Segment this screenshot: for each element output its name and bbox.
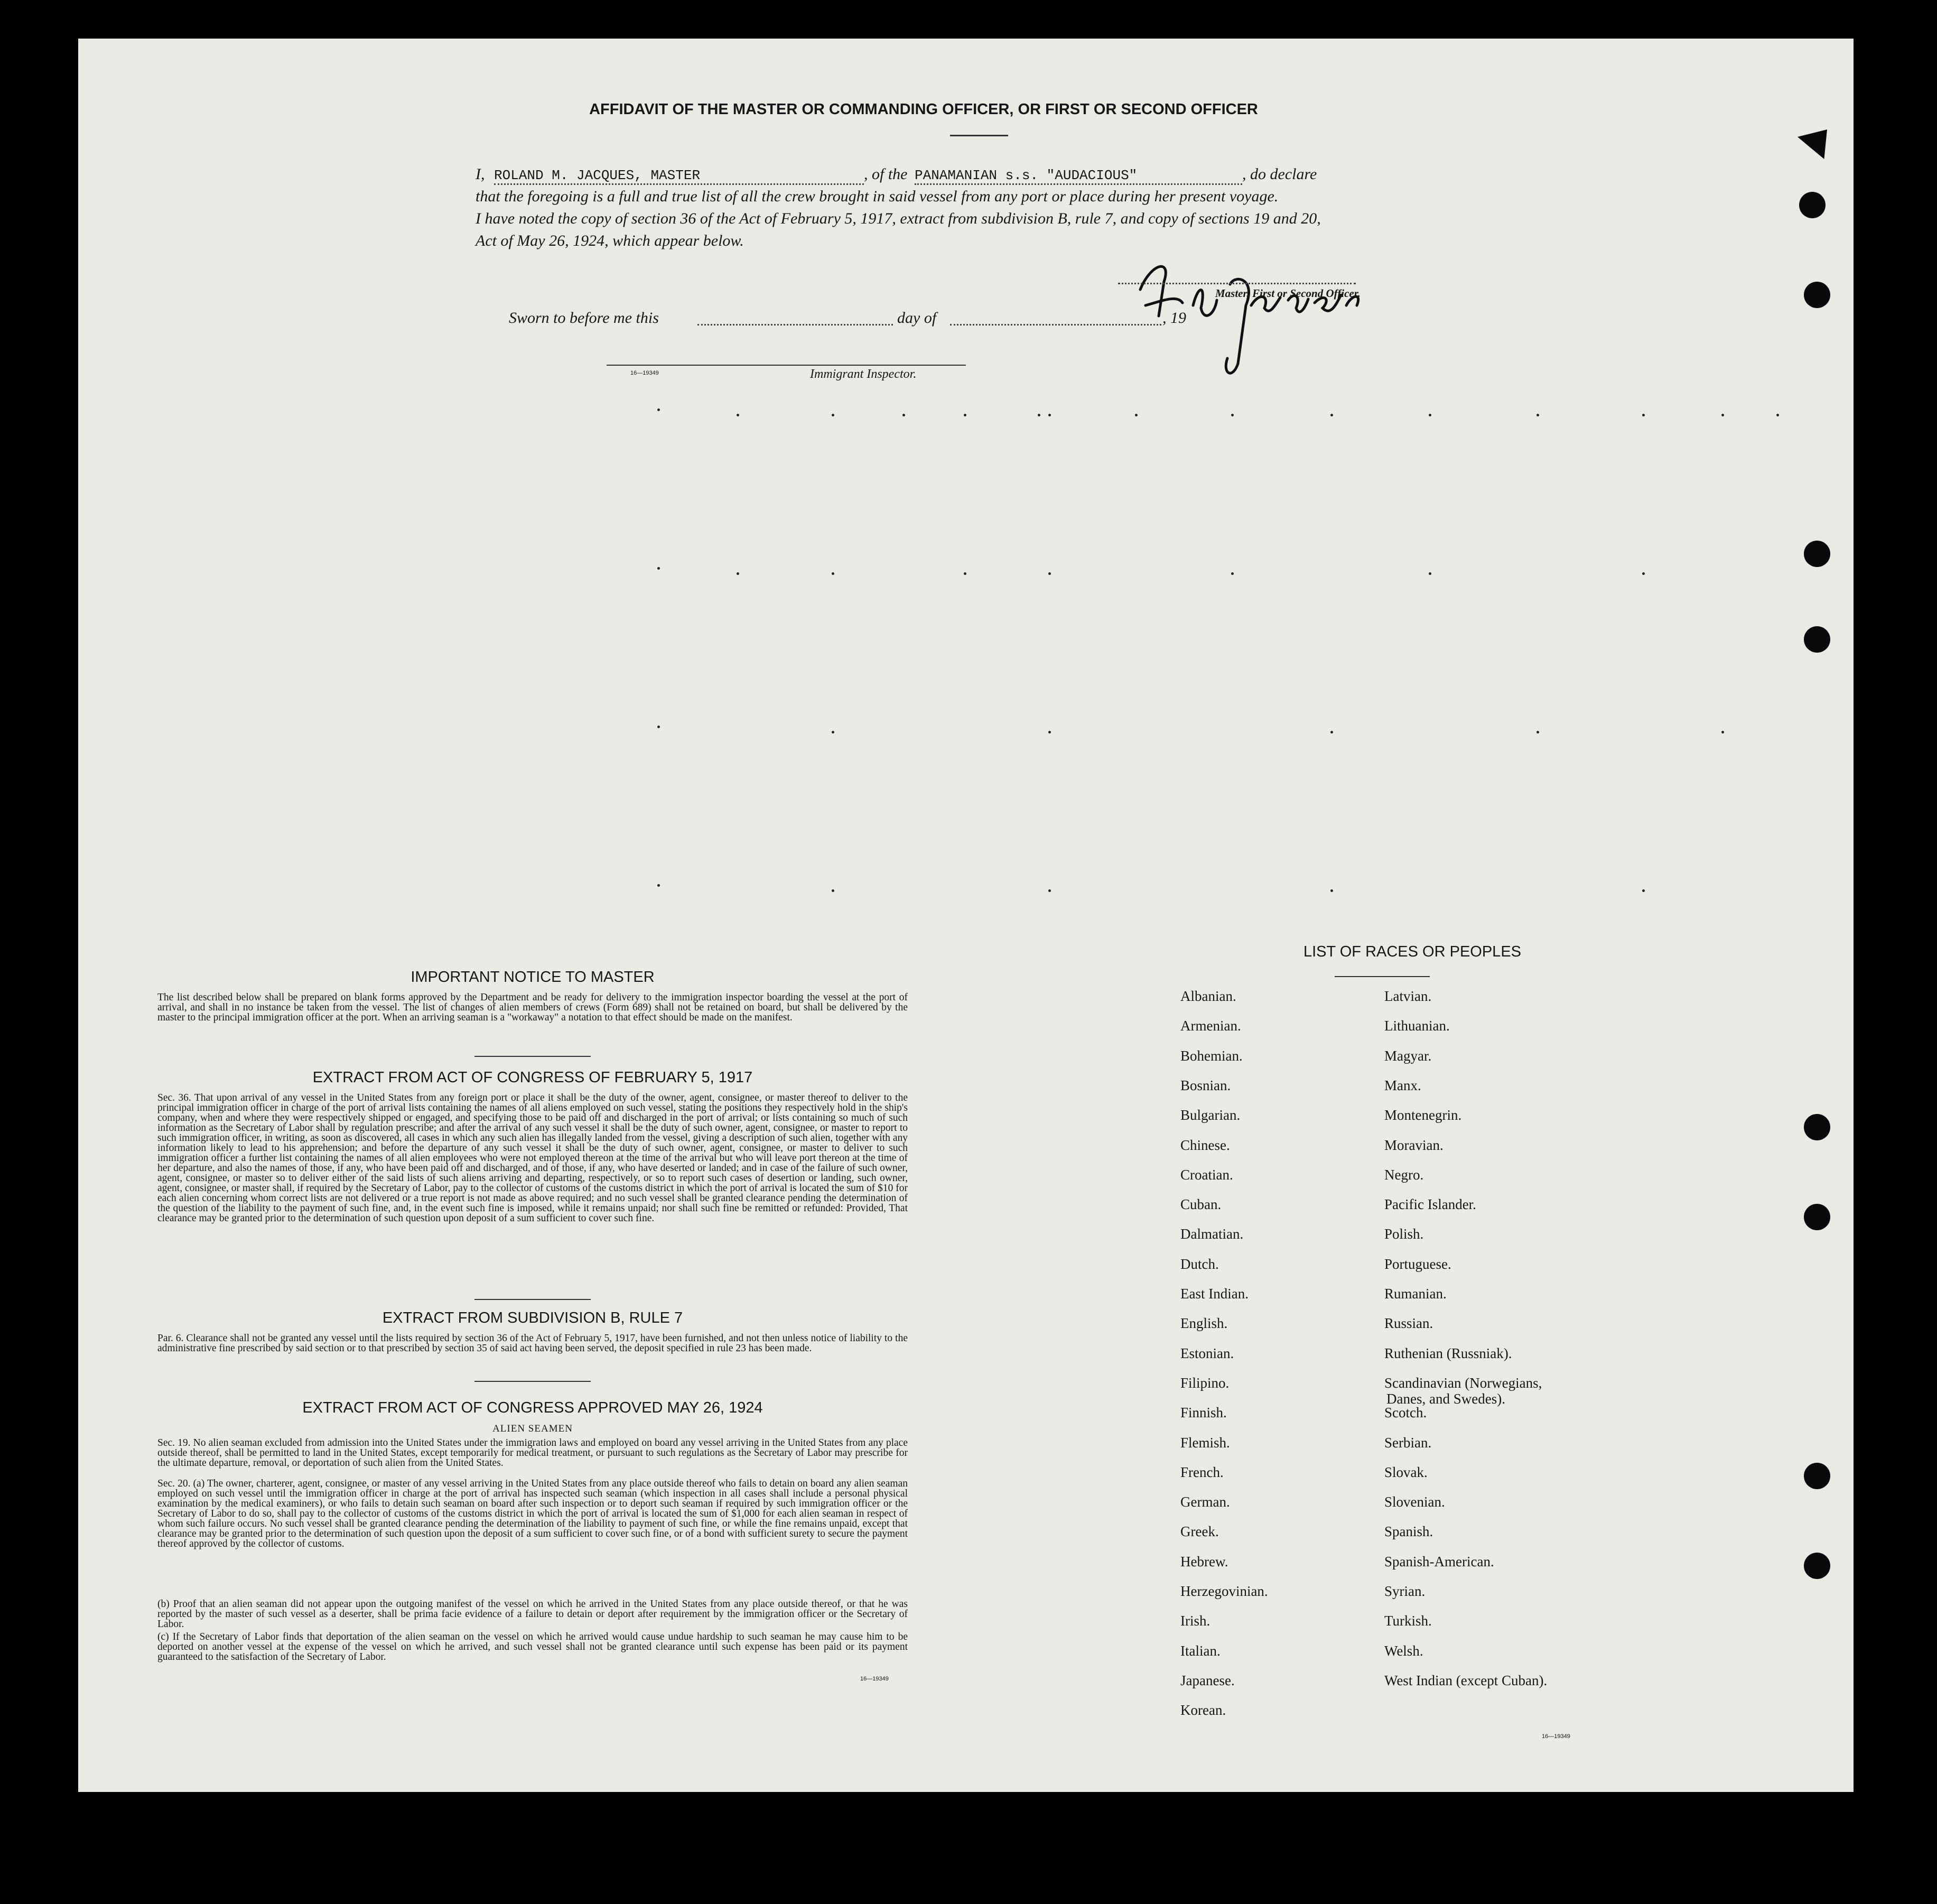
column-dot <box>1642 414 1645 416</box>
column-dot <box>1048 889 1051 892</box>
race-item: Portuguese. <box>1384 1256 1451 1272</box>
race-item: Bosnian. <box>1180 1077 1231 1093</box>
column-dot <box>737 414 739 416</box>
race-item: Dalmatian. <box>1180 1226 1244 1242</box>
column-dot <box>1231 414 1234 416</box>
race-item: Italian. <box>1180 1642 1221 1659</box>
extract-1917-title: EXTRACT FROM ACT OF CONGRESS OF FEBRUARY 5, 1917 <box>312 1069 753 1086</box>
race-item: Polish. <box>1384 1226 1424 1242</box>
signature-line <box>1118 283 1356 284</box>
race-item: Finnish. <box>1180 1405 1227 1421</box>
divider <box>1335 976 1430 977</box>
sworn-month-blank <box>950 324 1161 326</box>
column-dot <box>657 884 660 887</box>
punch-hole <box>1804 1463 1830 1489</box>
vessel-name: PANAMANIAN s.s. "AUDACIOUS" <box>915 168 1242 185</box>
year-prefix: , 19 <box>1162 309 1186 327</box>
declare-label: , do declare <box>1242 165 1317 183</box>
punch-hole <box>1799 192 1826 218</box>
race-item: Scandinavian (Norwegians, <box>1384 1374 1542 1391</box>
extract-1924-sec20a: Sec. 20. (a) The owner, charterer, agent, consignee, or master of any vessel arriving in the United States from any place outside thereof who fails to detain on board any alien seaman employed on such vessel until the immigration officer in charge at the port of arrival has inspected such seaman (which inspection in all cases shall include a personal physical examination by the medical examiners), or who fails to detain such seaman on board after such inspection or to deport such seaman if required by such immigration officer or the Secretary of Labor to do so, shall pay to the collector of customs of the customs district in which the port of arrival is located the sum of $1,000 for each alien seaman in respect of whom such failure occurs. No such vessel shall be granted clearance pending the determination of the liability to payment of such fine, or while the fine remains unpaid, except that clearance may be granted prior to the determination of such question upon the deposit of a sum sufficient to cover such fine, or of a bond with sufficient surety to secure the payment thereof approved by the collector of customs. <box>157 1478 908 1549</box>
column-dot <box>1536 731 1539 733</box>
race-item: Rumanian. <box>1384 1286 1447 1302</box>
race-item: Latvian. <box>1384 988 1432 1004</box>
race-item: Bohemian. <box>1180 1047 1243 1064</box>
race-item: Cuban. <box>1180 1196 1222 1213</box>
race-item: Flemish. <box>1180 1434 1230 1451</box>
column-dot <box>1721 414 1724 416</box>
of-the-label: , of the <box>864 165 908 183</box>
column-dot <box>1721 731 1724 733</box>
master-name: ROLAND M. JACQUES, MASTER <box>494 168 864 185</box>
extract-rule7-title: EXTRACT FROM SUBDIVISION B, RULE 7 <box>382 1309 683 1326</box>
column-dot <box>964 414 966 416</box>
race-item: Spanish. <box>1384 1524 1433 1540</box>
column-dot <box>1536 414 1539 416</box>
affidavit-title: AFFIDAVIT OF THE MASTER OR COMMANDING OFFICER, OR FIRST OR SECOND OFFICER <box>589 101 1258 118</box>
sworn-day-blank <box>697 324 893 326</box>
race-item: Russian. <box>1384 1315 1433 1332</box>
column-dot <box>1429 414 1431 416</box>
divider <box>474 1381 591 1382</box>
column-dot <box>1330 731 1333 733</box>
column-dot <box>832 889 834 892</box>
races-title: LIST OF RACES OR PEOPLES <box>1303 943 1522 960</box>
column-dot <box>737 572 739 575</box>
sworn-label: Sworn to before me this <box>509 309 659 327</box>
day-of-label: day of <box>897 309 937 327</box>
column-dot <box>1330 889 1333 892</box>
column-dot <box>1776 414 1779 416</box>
race-item: Turkish. <box>1384 1613 1432 1629</box>
race-item: Chinese. <box>1180 1137 1230 1153</box>
column-dot <box>1048 414 1051 416</box>
race-item: Herzegovinian. <box>1180 1583 1268 1599</box>
affidavit-line-1 <box>476 165 1317 185</box>
column-dot <box>902 414 905 416</box>
race-item: Estonian. <box>1180 1345 1234 1361</box>
affidavit-line-3: I have noted the copy of section 36 of the Act of February 5, 1917, extract from subdivision B, rule 7, and copy of sections 19 and 20, <box>476 210 1321 227</box>
race-item: Albanian. <box>1180 988 1236 1004</box>
race-item: Japanese. <box>1180 1672 1235 1688</box>
race-item: Irish. <box>1180 1613 1210 1629</box>
punch-hole <box>1804 282 1830 308</box>
race-item: English. <box>1180 1315 1228 1332</box>
race-item: Negro. <box>1384 1166 1424 1183</box>
race-item: Montenegrin. <box>1384 1107 1462 1123</box>
race-item: Lithuanian. <box>1384 1018 1450 1034</box>
race-item: Magyar. <box>1384 1047 1432 1064</box>
race-item: Croatian. <box>1180 1166 1233 1183</box>
race-item: Pacific Islander. <box>1384 1196 1476 1213</box>
divider <box>474 1299 591 1300</box>
affidavit-line-2: that the foregoing is a full and true list of all the crew brought in said vessel from any port or place during her present voyage. <box>476 188 1279 205</box>
race-item: West Indian (except Cuban). <box>1384 1672 1548 1688</box>
extract-1924-sec19: Sec. 19. No alien seaman excluded from admission into the United States under the immigration laws and employed on board any vessel arriving in the United States from any place outside thereof, shall be permitted to land in the United States, except temporarily for medical treatment, or pursuant to such regulations as the Secretary of Labor may prescribe for the ultimate departure, removal, or deportation of such alien from the United States. <box>157 1437 908 1469</box>
race-item: Ruthenian (Russniak). <box>1384 1345 1512 1361</box>
punch-hole <box>1804 541 1830 567</box>
race-item: Bulgarian. <box>1180 1107 1241 1123</box>
inspector-line <box>607 365 966 366</box>
race-item: Filipino. <box>1180 1374 1230 1391</box>
punch-hole <box>1804 1204 1830 1230</box>
column-dot <box>1330 414 1333 416</box>
column-dot <box>657 408 660 411</box>
column-dot <box>1231 572 1234 575</box>
race-item: Serbian. <box>1384 1434 1432 1451</box>
punch-hole <box>1804 626 1830 653</box>
punch-hole <box>1804 1553 1830 1579</box>
race-item: Armenian. <box>1180 1018 1241 1034</box>
i-prefix: I, <box>476 165 485 183</box>
race-item: Greek. <box>1180 1524 1219 1540</box>
affidavit-line-4: Act of May 26, 1924, which appear below. <box>476 232 744 249</box>
signer-caption: Master, First or Second Officer. <box>1215 287 1361 300</box>
form-number: 16—19349 <box>1542 1733 1570 1740</box>
column-dot <box>1048 572 1051 575</box>
divider <box>474 1056 591 1057</box>
divider <box>950 135 1008 136</box>
notice-text: The list described below shall be prepared on blank forms approved by the Department and be ready for delivery to the immigration inspector boarding the vessel at the port of arrival, and shall in no instance be taken from the vessel. The list of changes of alien members of crews (Form 689) shall not be retained on board, but shall be delivered by the master to the principal immigration officer at the port. When an arriving seaman is a "workaway" a notation to that effect should be made on the manifest. <box>157 992 908 1023</box>
race-item: French. <box>1180 1464 1224 1480</box>
form-number: 16—19349 <box>860 1676 889 1682</box>
extract-1917-text: Sec. 36. That upon arrival of any vessel in the United States from any foreign port or place it shall be the duty of the owner, agent, consignee, or master thereof to deliver to the principal immigration officer in charge of the port of arrival lists containing the names of all aliens employed on such vessel, stating the positions they respectively hold in the ship's company, when and where they were respectively shipped or engaged, and specifying those to be paid off and discharged in the port of arrival; or lists containing so much of such information as the Secretary of Labor shall by regulation prescribe; and after the arrival of any such vessel it shall be the duty of such owner, agent, consignee, or master to report to such immigration officer, in writing, as soon as discovered, all cases in which any such alien has illegally landed from the vessel, giving a description of such alien, together with any information likely to lead to his apprehension; and before the departure of any such vessel it shall be the duty of such owner, agent, consignee, or master to deliver to such immigration officer a further list containing the names of all alien employees who were not employed thereon at the time of the arrival but who will leave port thereon at the time of her departure, and also the names of those, if any, who have been paid off and discharged, and of those, if any, who have deserted or landed; and in case of the failure of such owner, agent, consignee, or master so to deliver either of the said lists of such aliens arriving and departing, respectively, or so to report such cases of desertion or landing, such owner, agent, consignee, or master shall, if required by the Secretary of Labor, pay to the collector of customs of the customs district in which the port of arrival is located the sum of $10 for each alien concerning whom correct lists are not delivered or a true report is not made as above required; and no such vessel shall be granted clearance pending the determination of the question of the liability to the payment of such fine, and, in the event such fine is imposed, while it remains unpaid; nor shall such fine be remitted or refunded: Provided, That clearance may be granted prior to the determination of such question upon deposit of a sum sufficient to cover such fine. <box>157 1092 908 1224</box>
race-item: Danes, and Swedes). <box>1386 1390 1505 1407</box>
race-item: Hebrew. <box>1180 1553 1228 1569</box>
race-item: Korean. <box>1180 1702 1226 1719</box>
race-item: Dutch. <box>1180 1256 1219 1272</box>
column-dot <box>1038 414 1040 416</box>
extract-1924-subtitle: ALIEN SEAMEN <box>492 1423 573 1434</box>
race-item: East Indian. <box>1180 1286 1249 1302</box>
race-item: Moravian. <box>1384 1137 1444 1153</box>
race-item: German. <box>1180 1494 1230 1510</box>
race-item: Scotch. <box>1384 1405 1427 1421</box>
race-item: Spanish-American. <box>1384 1553 1494 1569</box>
race-item: Manx. <box>1384 1077 1421 1093</box>
extract-1924-title: EXTRACT FROM ACT OF CONGRESS APPROVED MAY 26, 1924 <box>302 1399 763 1416</box>
signature-scrawl <box>1114 242 1378 379</box>
extract-1924-sec20c: (c) If the Secretary of Labor finds that deportation of the alien seaman on the vessel on which he arrived would cause undue hardship to such seaman he may cause him to be deported on another vessel at the expense of the vessel on which he arrived, and such vessel shall not be granted clearance until such expense has been paid or its payment guaranteed to the satisfaction of the Secretary of Labor. <box>157 1631 908 1662</box>
race-item: Welsh. <box>1384 1642 1423 1659</box>
column-dot <box>657 567 660 570</box>
column-dot <box>1642 572 1645 575</box>
race-item: Slovenian. <box>1384 1494 1445 1510</box>
document-page <box>78 39 1854 1792</box>
extract-1924-sec20b: (b) Proof that an alien seaman did not appear upon the outgoing manifest of the vessel on which he arrived in the United States from any place outside thereof, or that he was reported by the master of such vessel as a deserter, shall be prima facie evidence of a failure to detain or deport after requirement by the immigration officer or the Secretary of Labor. <box>157 1599 908 1630</box>
column-dot <box>832 731 834 733</box>
column-dot <box>1642 889 1645 892</box>
race-item: Syrian. <box>1384 1583 1426 1599</box>
column-dot <box>832 572 834 575</box>
race-item: Slovak. <box>1384 1464 1428 1480</box>
column-dot <box>657 726 660 728</box>
column-dot <box>1048 731 1051 733</box>
form-number: 16—19349 <box>630 370 659 376</box>
notice-title: IMPORTANT NOTICE TO MASTER <box>411 969 655 986</box>
punch-hole <box>1804 1114 1830 1140</box>
column-dot <box>832 414 834 416</box>
extract-rule7-text: Par. 6. Clearance shall not be granted any vessel until the lists required by section 36 of the Act of February 5, 1917, have been furnished, and not then unless notice of liability to the administrative fine prescribed by said section or to that prescribed by section 35 of said act having been served, the deposit specified in rule 23 has been made. <box>157 1333 908 1354</box>
inspector-label: Immigrant Inspector. <box>810 367 917 381</box>
column-dot <box>1429 572 1431 575</box>
column-dot <box>1135 414 1138 416</box>
column-dot <box>964 572 966 575</box>
